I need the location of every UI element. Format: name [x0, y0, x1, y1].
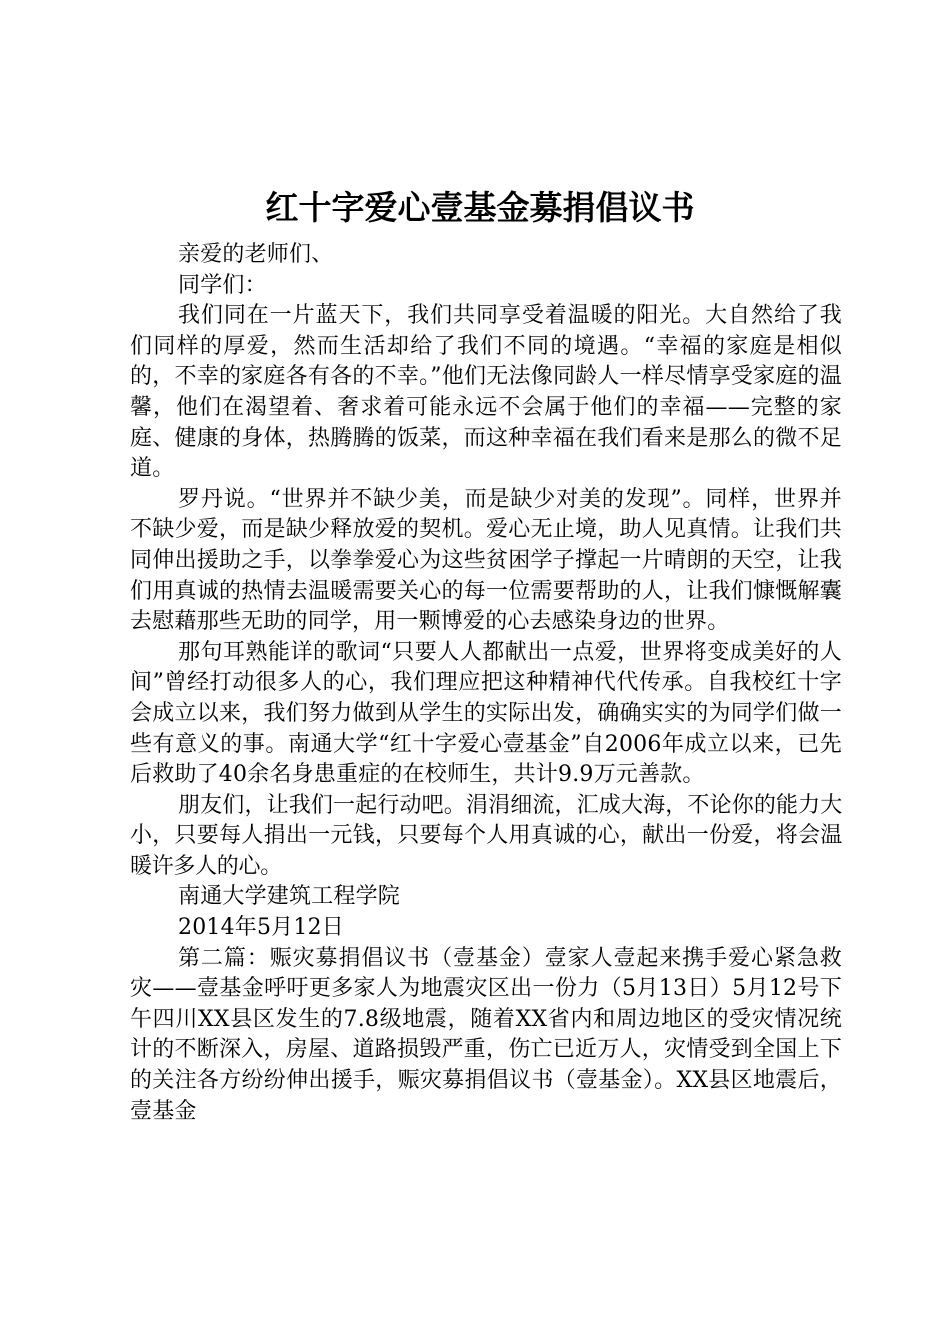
signature-organization: 南通大学建筑工程学院	[178, 884, 401, 910]
paragraph-1: 我们同在一片蓝天下，我们共同享受着温暖的阳光。大自然给了我们同样的厚爱，然而生活却给了我们不同的境遇。“幸福的家庭是相似的，不幸的家庭各有各的不幸。”他们无法像同龄人一样尽情享受家庭的温馨，他们在渴望着、奢求着可能永远不会属于他们的幸福——完整的家庭、健康的身体，热腾腾的饭菜，而这种幸福在我们看来是那么的微不足道。	[130, 303, 842, 482]
document-body	[130, 240, 842, 1127]
paragraph-4: 朋友们，让我们一起行动吧。涓涓细流，汇成大海，不论你的能力大小，只要每人捐出一元钱，只要每个人用真诚的心，献出一份爱，将会温暖许多人的心。	[130, 792, 842, 879]
greeting-line-2: 同学们：	[178, 272, 267, 298]
paragraph-2: 罗丹说。“世界并不缺少美，而是缺少对美的发现”。同样，世界并不缺少爱，而是缺少释放爱的契机。爱心无止境，助人见真情。让我们共同伸出援助之手，以拳拳爱心为这些贫困学子撑起一片晴朗的天空，让我们用真诚的热情去温暖需要关心的每一位需要帮助的人，让我们慷慨解囊去慰藉那些无助的同学，用一颗博爱的心去感染身边的世界。	[130, 486, 842, 635]
signature-date: 2014年5月12日	[178, 915, 344, 941]
document-title: 红十字爱心壹基金募捐倡议书	[265, 188, 695, 227]
greeting-line-1: 亲爱的老师们、	[178, 242, 334, 267]
second-article-paragraph: 第二篇：赈灾募捐倡议书（壹基金）壹家人壹起来携手爱心紧急救灾——壹基金呼吁更多家人为地震灾区出一份力（5月13日）5月12号下午四川XX县区发生的7.8级地震，随着XX省内和周边地区的受灾情况统计的不断深入，房屋、道路损毁严重，伤亡已近万人，灾情受到全国上下的关注各方纷纷伸出援手，赈灾募捐倡议书（壹基金）。XX县区地震后，壹基金	[130, 945, 842, 1124]
paragraph-3: 那句耳熟能详的歌词“只要人人都献出一点爱，世界将变成美好的人间”曾经打动很多人的心，我们理应把这种精神代代传承。自我校红十字会成立以来，我们努力做到从学生的实际出发，确确实实的为同学们做一些有意义的事。南通大学“红十字爱心壹基金”自2006年成立以来，已先后救助了40余名身患重症的在校师生，共计9.9万元善款。	[130, 639, 842, 788]
